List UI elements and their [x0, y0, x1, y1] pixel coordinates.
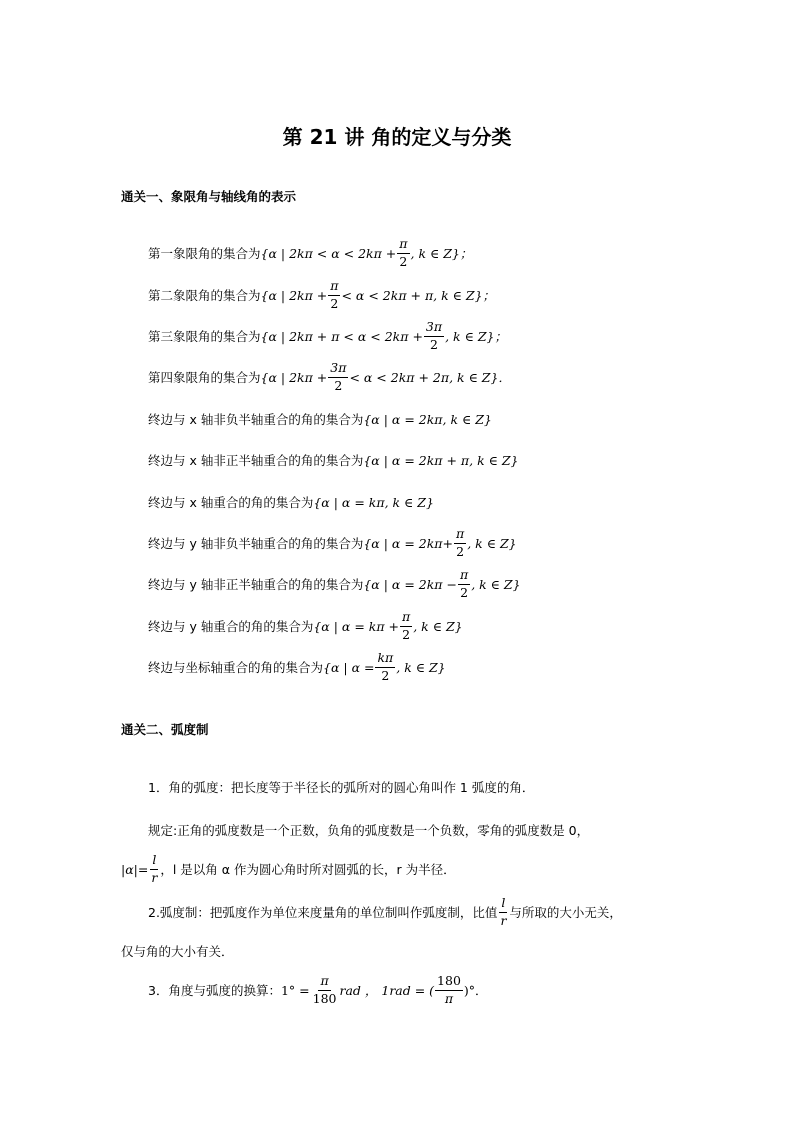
fraction: $\frac{l}{r}$	[500, 895, 507, 928]
y-axis-nonpos-line: 终边与 y 轴非正半轴重合的角的集合为 {α | α = 2kπ − $\frac{\pi}{2}$ , k ∈ Z}	[148, 567, 521, 600]
conversion-formula: 3．角度与弧度的换算： 1° = $\frac{\pi}{180}$ rad ， 1rad = ( $\frac{180}{\pi}$ )°．	[148, 973, 488, 1006]
fraction: $\frac{l}{r}$	[151, 852, 158, 885]
radian-system-definition: 2.弧度制：把弧度作为单位来度量角的单位制叫作弧度制，比值 $\frac{l}{r}$ 与所取的大小无关，	[148, 895, 622, 928]
quadrant-4-line: 第四象限角的集合为 {α | 2kπ + $\frac{3\pi}{2}$ < α < 2kπ + 2π, k ∈ Z}．	[148, 360, 511, 393]
fraction: $\frac{\pi}{2}$	[402, 609, 411, 642]
fraction: $\frac{\pi}{2}$	[330, 278, 339, 311]
fraction: $\frac{k\pi}{2}$	[377, 650, 394, 683]
radian-definition: 1．角的弧度：把长度等于半径长的弧所对的圆心角叫作 1 弧度的角．	[148, 780, 535, 795]
abs-alpha-formula: |α|= $\frac{l}{r}$ ，l 是以角 α 作为圆心角时所对圆弧的长，r 为半径．	[121, 852, 456, 885]
coordinate-axes-line: 终边与坐标轴重合的角的集合为 {α | α = $\frac{k\pi}{2}$ , k ∈ Z}	[148, 650, 446, 683]
fraction: $\frac{3\pi}{2}$	[425, 319, 443, 352]
fraction: $\frac{\pi}{2}$	[399, 236, 408, 269]
y-axis-nonneg-line: 终边与 y 轴非负半轴重合的角的集合为 {α | α = 2kπ+ $\frac{\pi}{2}$ , k ∈ Z}	[148, 526, 517, 559]
fraction: $\frac{180}{\pi}$	[437, 973, 461, 1006]
sign-rule: 规定:正角的弧度数是一个正数，负角的弧度数是一个负数，零角的弧度数是 0，	[148, 823, 590, 838]
quadrant-2-line: 第二象限角的集合为 {α | 2kπ + $\frac{\pi}{2}$ < α < 2kπ + π, k ∈ Z}；	[148, 278, 496, 311]
x-axis-nonneg-line: 终边与 x 轴非负半轴重合的角的集合为 {α | α = 2kπ, k ∈ Z}	[148, 411, 492, 427]
section-heading-2: 通关二、弧度制	[121, 722, 209, 737]
fraction: $\frac{\pi}{2}$	[459, 567, 469, 600]
fraction: $\frac{\pi}{2}$	[456, 526, 465, 559]
x-axis-nonpos-line: 终边与 x 轴非正半轴重合的角的集合为 {α | α = 2kπ + π, k ∈ Z}	[148, 452, 519, 468]
fraction: $\frac{3\pi}{2}$	[330, 360, 347, 393]
quadrant-3-line: 第三象限角的集合为 {α | 2kπ + π < α < 2kπ + $\frac{3\pi}{2}$ , k ∈ Z}；	[148, 319, 507, 352]
y-axis-line: 终边与 y 轴重合的角的集合为 {α | α = kπ + $\frac{\pi}{2}$ , k ∈ Z}	[148, 609, 463, 642]
radian-system-continuation: 仅与角的大小有关．	[121, 944, 234, 959]
section-heading-1: 通关一、象限角与轴线角的表示	[121, 189, 297, 204]
quadrant-1-line: 第一象限角的集合为 {α | 2kπ < α < 2kπ + $\frac{\pi}{2}$ , k ∈ Z}；	[148, 236, 473, 269]
page-title: 第 21 讲 角的定义与分类	[282, 125, 512, 149]
fraction: $\frac{\pi}{180}$	[312, 973, 337, 1006]
x-axis-line: 终边与 x 轴重合的角的集合为 {α | α = kπ, k ∈ Z}	[148, 494, 434, 510]
